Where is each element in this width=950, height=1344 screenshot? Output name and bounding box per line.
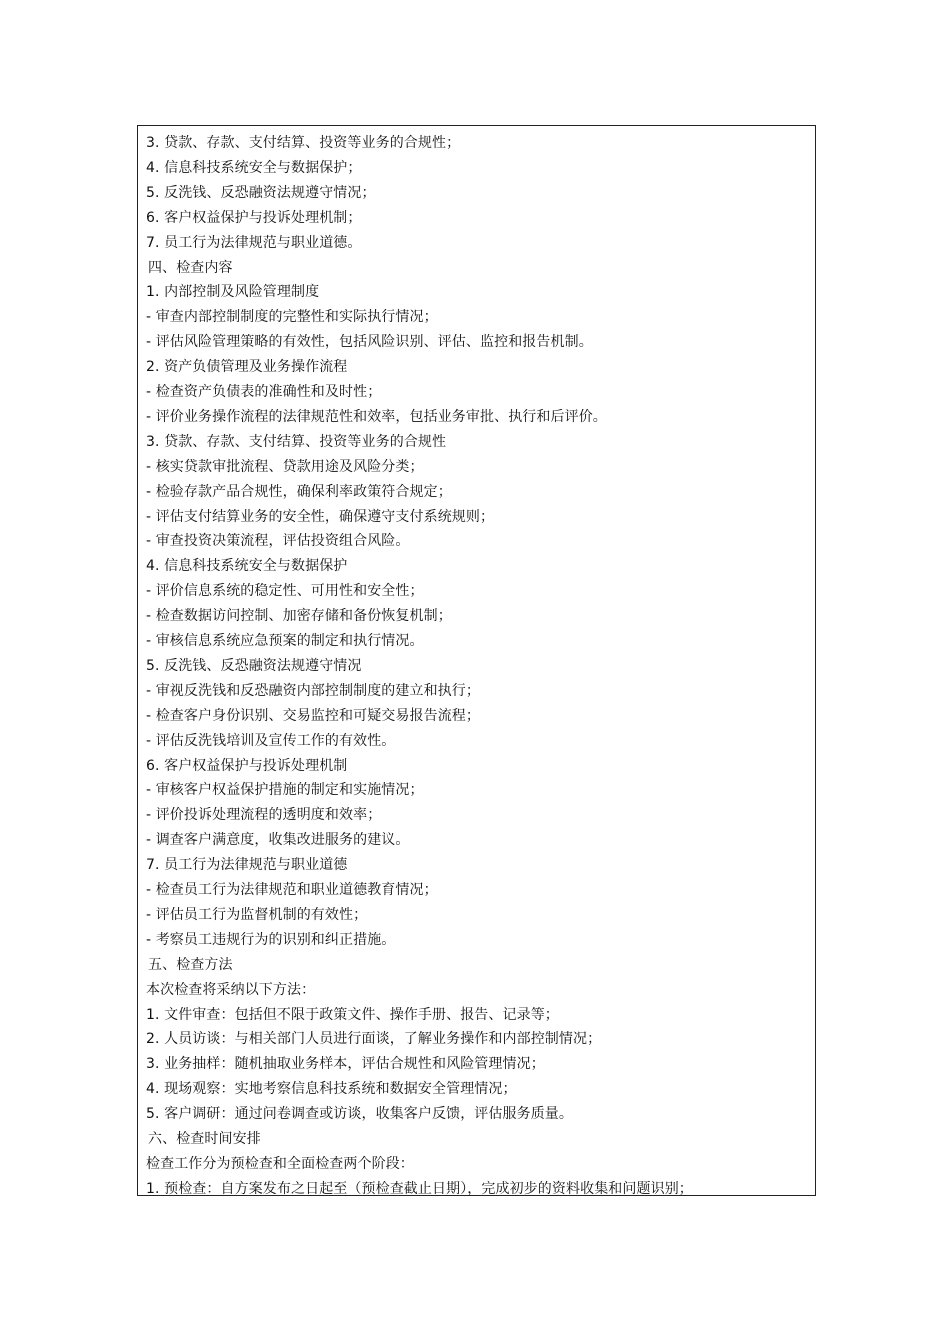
text-line: - 检查客户身份识别、交易监控和可疑交易报告流程； [146,707,481,724]
text-line: 7. 员工行为法律规范与职业道德。 [146,234,362,251]
text-line: - 评估员工行为监督机制的有效性； [146,906,368,923]
text-line: 1. 内部控制及风险管理制度 [146,284,320,301]
text-line: 5. 反洗钱、反恐融资法规遵守情况； [146,184,376,201]
text-line: 2. 资产负债管理及业务操作流程 [146,359,348,376]
text-line: - 检验存款产品合规性，确保利率政策符合规定； [146,483,452,500]
text-line: - 审查投资决策流程，评估投资组合风险。 [146,533,410,550]
text-line: - 检查员工行为法律规范和职业道德教育情况； [146,882,438,898]
text-line: - 检查资产负债表的准确性和及时性； [146,384,382,400]
text-line: 2. 人员访谈：与相关部门人员进行面谈，了解业务操作和内部控制情况； [146,1031,602,1048]
text-line: - 审查内部控制制度的完整性和实际执行情况； [146,309,438,326]
section-heading: 六、检查时间安排 [148,1131,261,1147]
text-line: 4. 信息科技系统安全与数据保护； [146,159,362,176]
text-line: - 审视反洗钱和反恐融资内部控制制度的建立和执行； [146,682,481,699]
text-line: - 审核客户权益保护措施的制定和实施情况； [146,782,424,799]
text-line: - 调查客户满意度，收集改进服务的建议。 [146,832,410,849]
text-line: 3. 贷款、存款、支付结算、投资等业务的合规性； [146,135,461,151]
text-line: 5. 反洗钱、反恐融资法规遵守情况 [146,657,362,674]
text-line: - 评估风险管理策略的有效性，包括风险识别、评估、监控和报告机制。 [146,334,593,351]
content-table-cell [137,125,816,1196]
text-line: - 检查数据访问控制、加密存储和备份恢复机制； [146,608,452,625]
section-heading: 四、检查内容 [148,259,233,276]
text-line: - 核实贷款审批流程、贷款用途及风险分类； [146,458,424,475]
text-line: - 评估反洗钱培训及宣传工作的有效性。 [146,732,396,749]
text-line: 4. 信息科技系统安全与数据保护 [146,558,348,575]
text-line: - 审核信息系统应急预案的制定和执行情况。 [146,633,424,649]
text-line: 检查工作分为预检查和全面检查两个阶段： [146,1155,414,1172]
text-line: 5. 客户调研：通过问卷调查或访谈，收集客户反馈，评估服务质量。 [146,1106,574,1123]
text-line: 本次检查将采纳以下方法： [146,981,316,998]
text-line: 3. 业务抽样：随机抽取业务样本，评估合规性和风险管理情况； [146,1056,545,1073]
text-line: 6. 客户权益保护与投诉处理机制 [146,757,348,774]
text-line: 4. 现场观察：实地考察信息科技系统和数据安全管理情况； [146,1081,517,1098]
text-line: - 评价信息系统的稳定性、可用性和安全性； [146,583,424,600]
text-line: 1. 文件审查：包括但不限于政策文件、操作手册、报告、记录等； [146,1006,559,1023]
text-line: 6. 客户权益保护与投诉处理机制； [146,209,362,226]
text-line: 7. 员工行为法律规范与职业道德 [146,857,348,874]
text-line: 1. 预检查：自方案发布之日起至（预检查截止日期），完成初步的资料收集和问题识别； [146,1180,693,1197]
text-line: - 考察员工违规行为的识别和纠正措施。 [146,931,396,948]
text-line: - 评价投诉处理流程的透明度和效率； [146,807,382,824]
text-line: 3. 贷款、存款、支付结算、投资等业务的合规性 [146,433,447,450]
text-line: - 评估支付结算业务的安全性，确保遵守支付系统规则； [146,508,495,525]
text-line: - 评价业务操作流程的法律规范性和效率，包括业务审批、执行和后评价。 [146,408,607,425]
section-heading: 五、检查方法 [148,956,233,973]
